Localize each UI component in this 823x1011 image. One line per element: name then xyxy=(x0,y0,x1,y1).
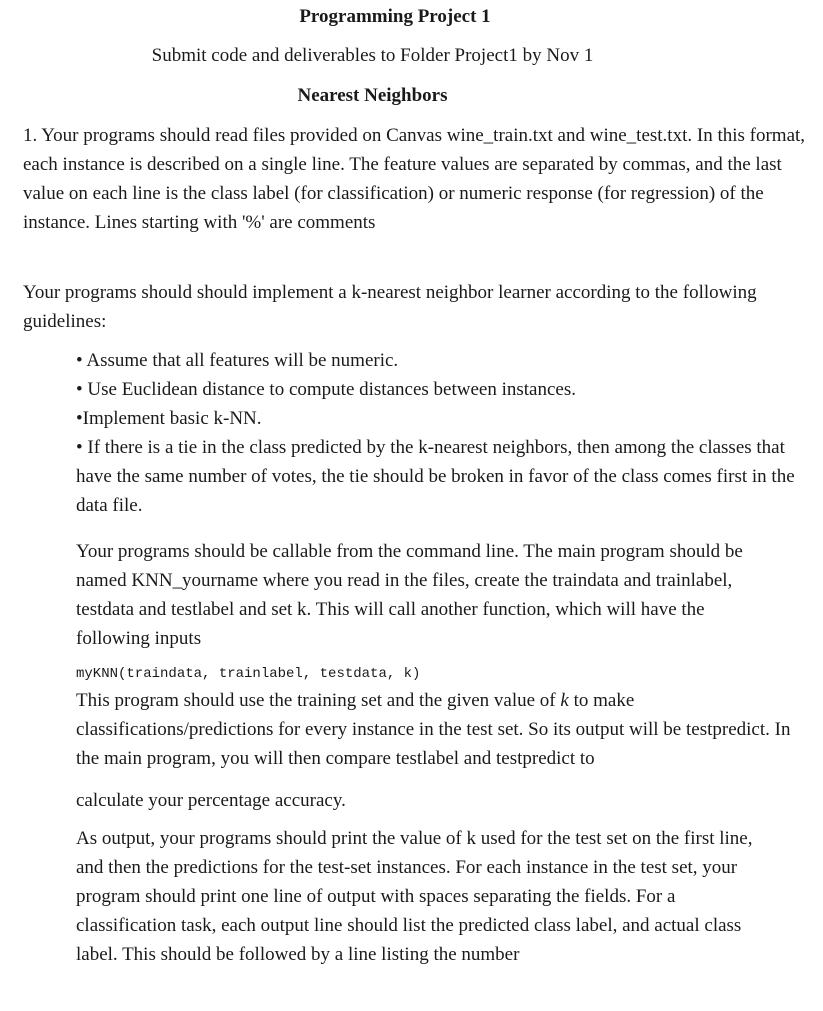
bullet-icon: • xyxy=(76,350,83,371)
page-title: Programming Project 1 xyxy=(299,6,491,27)
bullet-icon: • xyxy=(76,408,83,429)
paragraph-program-description xyxy=(76,686,796,773)
submission-instructions: Submit code and deliverables to Folder Project1 by Nov 1 xyxy=(151,45,594,66)
paragraph-accuracy: calculate your percentage accuracy. xyxy=(76,790,346,811)
k-variable: k xyxy=(560,690,569,711)
paragraph-input-files: 1. Your programs should read files provided on Canvas wine_train.txt and wine_test.txt. In this format, each instance is described on a single line. The feature values are separated by commas, and the last value on each line is the class label (for classification) or numeric response (for regression) of the instance. Lines starting with '%' are comments xyxy=(23,125,806,233)
paragraph-output-format: As output, your programs should print the value of k used for the test set on the first line, and then the predictions for the test-set instances. For each instance in the test set, your program should print one line of output with spaces separating the fields. For a classification task, each output line should list the predicted class label, and actual class label. This should be followed by a line listing the number xyxy=(76,828,753,965)
list-item xyxy=(76,433,796,520)
list-item xyxy=(76,404,796,433)
code-signature: myKNN(traindata, trainlabel, testdata, k) xyxy=(76,666,421,682)
guidelines-list xyxy=(76,346,796,520)
text-segment: This program should use the training set and the given value of xyxy=(76,690,561,711)
paragraph-guidelines-intro: Your programs should should implement a k-nearest neighbor learner according to the following guidelines: xyxy=(23,282,757,332)
list-item xyxy=(76,375,796,404)
list-item-text: Assume that all features will be numeric. xyxy=(82,350,399,371)
list-item-text: Implement basic k-NN. xyxy=(82,408,262,429)
bullet-icon: • xyxy=(76,437,83,458)
section-title: Nearest Neighbors xyxy=(297,85,448,106)
text-segment: to make classifications/predictions for every instance in the test set. So its output will be testpredict. In the main program, you will then compare testlabel and testpredict to xyxy=(76,690,791,769)
list-item-text: Use Euclidean distance to compute distances between instances. xyxy=(82,379,576,400)
bullet-icon: • xyxy=(76,379,83,400)
list-item xyxy=(76,346,796,375)
list-item-text: If there is a tie in the class predicted by the k-nearest neighbors, then among the classes that have the same number of votes, the tie should be broken in favor of the class comes first in the data file. xyxy=(76,437,795,516)
paragraph-command-line: Your programs should be callable from the command line. The main program should be named KNN_yourname where you read in the files, create the traindata and trainlabel, testdata and testlabel and set k. This will call another function, which will have the following inputs xyxy=(76,541,743,649)
